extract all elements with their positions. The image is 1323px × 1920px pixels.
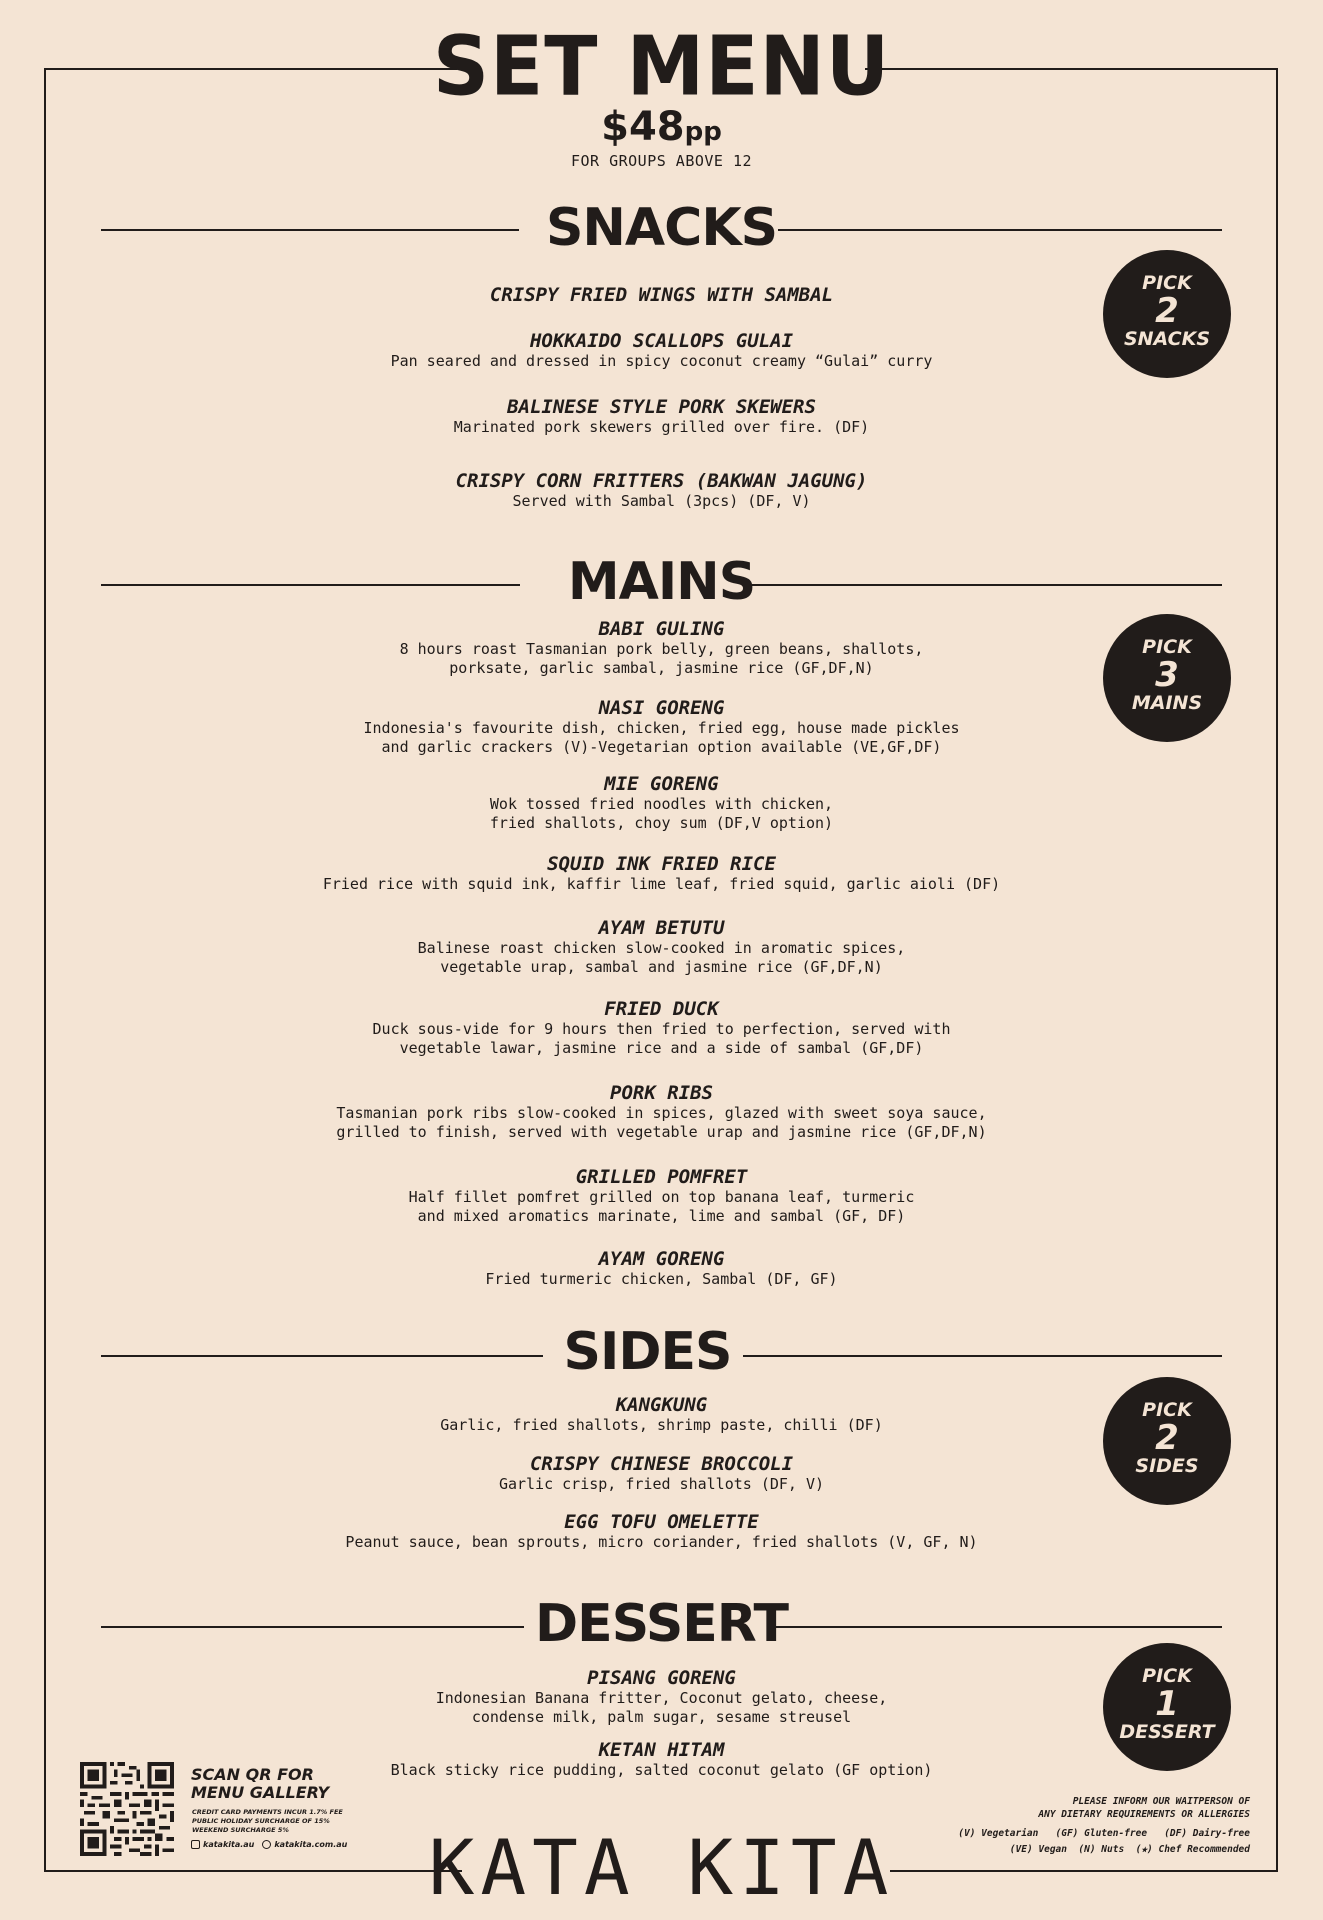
pick-badge-dessert: PICK 1 DESSERT	[1103, 1643, 1231, 1771]
surcharge-fine-print: CREDIT CARD PAYMENTS INCUR 1.7% FEE PUBLIC HOLIDAY SURCHARGE OF 15% WEEKEND SURCHARGE 5%	[192, 1808, 343, 1834]
menu-item: CRISPY CHINESE BROCCOLI Garlic crisp, fried shallots (DF, V)	[498, 1453, 825, 1493]
menu-item: NASI GORENG Indonesia's favourite dish, chicken, fried egg, house made pickles and garlic crackers (V)-Vegetarian option available (VE,GF,DF)	[363, 697, 960, 756]
menu-item: FRIED DUCK Duck sous-vide for 9 hours then fried to perfection, served with vegetable lawar, jasmine rice and a side of sambal (GF,DF)	[372, 998, 951, 1057]
dietary-notes: PLEASE INFORM OUR WAITPERSON OF ANY DIETARY REQUIREMENTS OR ALLERGIES (V) Vegetarian (GF) Gluten-free (DF) Dairy-free (VE) Vegan (N) Nuts (★) Chef Recommended	[958, 1796, 1250, 1855]
menu-item: SQUID INK FRIED RICE Fried rice with squid ink, kaffir lime leaf, fried squid, garlic aioli (DF)	[322, 853, 1001, 893]
menu-item: CRISPY FRIED WINGS WITH SAMBAL	[489, 284, 834, 306]
menu-price: $48pp	[601, 104, 722, 150]
menu-item: BABI GULING 8 hours roast Tasmanian pork belly, green beans, shallots, porksate, garlic sambal, jasmine rice (GF,DF,N)	[399, 618, 924, 677]
menu-item: AYAM BETUTU Balinese roast chicken slow-cooked in aromatic spices, vegetable urap, sambal and jasmine rice (GF,DF,N)	[417, 917, 906, 976]
menu-item: KETAN HITAM Black sticky rice pudding, salted coconut gelato (GF option)	[390, 1739, 933, 1779]
menu-item: PISANG GORENG Indonesian Banana fritter, Coconut gelato, cheese, condense milk, palm sugar, sesame streusel	[435, 1667, 888, 1726]
menu-title: SET MENU	[432, 19, 891, 115]
menu-item: GRILLED POMFRET Half fillet pomfret grilled on top banana leaf, turmeric and mixed aromatics marinate, lime and sambal (GF, DF)	[408, 1166, 915, 1225]
brand-logo: KATA KITA	[428, 1823, 895, 1912]
menu-subtitle: FOR GROUPS ABOVE 12	[570, 152, 753, 170]
menu-item: HOKKAIDO SCALLOPS GULAI Pan seared and dressed in spicy coconut creamy “Gulai” curry	[390, 330, 933, 370]
section-heading-dessert: DESSERT	[535, 1594, 788, 1654]
section-heading-sides: SIDES	[563, 1322, 732, 1382]
menu-item: CRISPY CORN FRITTERS (BAKWAN JAGUNG) Served with Sambal (3pcs) (DF, V)	[455, 470, 868, 510]
pick-badge-snacks: PICK 2 SNACKS	[1103, 250, 1231, 378]
section-heading-mains: MAINS	[567, 552, 756, 612]
section-heading-snacks: SNACKS	[545, 198, 778, 258]
menu-item: KANGKUNG Garlic, fried shallots, shrimp paste, chilli (DF)	[440, 1394, 883, 1434]
website-link[interactable]: katakita.com.au	[262, 1840, 347, 1849]
menu-item: MIE GORENG Wok tossed fried noodles with chicken, fried shallots, choy sum (DF,V option)	[489, 773, 834, 832]
scan-qr-label: SCAN QR FOR MENU GALLERY	[191, 1765, 330, 1802]
menu-item: BALINESE STYLE PORK SKEWERS Marinated pork skewers grilled over fire. (DF)	[453, 396, 870, 436]
dietary-legend: (V) Vegetarian (GF) Gluten-free (DF) Dairy-free	[958, 1828, 1250, 1839]
pick-badge-mains: PICK 3 MAINS	[1103, 614, 1231, 742]
menu-item: PORK RIBS Tasmanian pork ribs slow-cooked in spices, glazed with sweet soya sauce, grilled to finish, served with vegetable urap and jasmine rice (GF,DF,N)	[336, 1082, 987, 1141]
menu-item: AYAM GORENG Fried turmeric chicken, Sambal (DF, GF)	[485, 1248, 838, 1288]
instagram-link[interactable]: katakita.au	[191, 1840, 254, 1849]
pick-badge-sides: PICK 2 SIDES	[1103, 1377, 1231, 1505]
menu-item: EGG TOFU OMELETTE Peanut sauce, bean sprouts, micro coriander, fried shallots (V, GF, N)	[345, 1511, 978, 1551]
